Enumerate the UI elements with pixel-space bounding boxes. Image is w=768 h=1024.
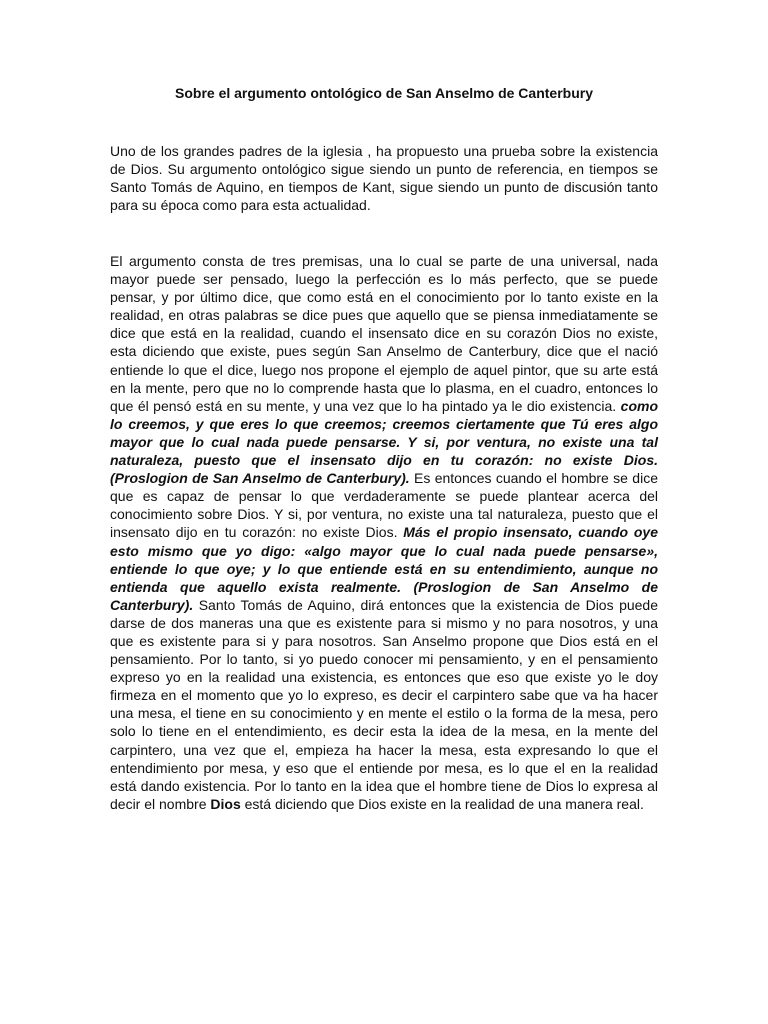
argument-text-3: Santo Tomás de Aquino, dirá entonces que la existencia de Dios puede darse de dos maneras una que es existente para si mismo y no para nosotros, y una que es existente para si y para nosotros. San Anselmo propone que Dios está en el pensamiento. Por lo tanto, si yo puedo conocer mi pensamiento, y en el pensamiento expreso yo en la realidad una existencia, es entonces que eso que existe yo le doy firmeza en el momento que yo lo expreso, es decir el carpintero sabe que va ha hacer una mesa, el tiene en su conocimiento y en mente el estilo o la forma de la mesa, pero solo lo tiene en el entendimiento, es decir esta la idea de la mesa, en la mente del carpintero, una vez que el, empieza ha hacer la mesa, esta expresando lo que el entendimiento por mesa, y eso que el entiende por mesa, es lo que el en la realidad está dando existencia. Por lo tanto en la idea que el hombre tiene de Dios lo expresa al decir el nombre [110,596,658,812]
argument-text-1: El argumento consta de tres premisas, una lo cual se parte de una universal, nada mayor puede ser pensado, luego la perfección es lo más perfecto, que se puede pensar, y por último dice, que como está en el conocimiento por lo tanto existe en la realidad, en otras palabras se dice pues que aquello que se piensa inmediatamente se dice que está en la realidad, cuando el insensato dice en su corazón Dios no existe, esta diciendo que existe, pues según San Anselmo de Canterbury, dice que el nació entiende lo que el dice, luego nos propone el ejemplo de aquel pintor, que su arte está en la mente, pero que no lo comprende hasta que lo plasma, en el cuadro, entonces lo que él pensó está en su mente, y una vez que lo ha pintado ya le dio existencia. [110,253,658,414]
paragraph-argument [110,252,658,813]
emphasis-dios: Dios [210,795,241,812]
proslogion-quote-2: Más el propio insensato, cuando oye esto mismo que yo digo: «algo mayor que lo cual nada puede pensarse», entiende lo que oye; y lo que entiende está en su entendimiento, aunque no entienda que aquello exista realmente. (Proslogion de San Anselmo de Canterbury). [110,524,659,613]
argument-text-4: está diciendo que Dios existe en la realidad de una manera real. [244,795,644,812]
argument-text-2: Es entonces cuando el hombre se dice que es capaz de pensar lo que verdaderamente se puede plantear acerca del conocimiento sobre Dios. Y si, por ventura, no existe una tal naturaleza, puesto que el insensato dijo en tu corazón: no existe Dios. [110,470,658,541]
paragraph-intro: Uno de los grandes padres de la iglesia , ha propuesto una prueba sobre la existencia de Dios. Su argumento ontológico sigue siendo un punto de referencia, en tiempos se Santo Tomás de Aquino, en tiempos de Kant, sigue siendo un punto de discusión tanto para su época como para esta actualidad. [110,143,658,214]
document-title: Sobre el argumento ontológico de San Anselmo de Canterbury [175,85,593,101]
proslogion-quote-1: como lo creemos, y que eres lo que creemos; creemos ciertamente que Tú eres algo mayor que lo cual nada puede pensarse. Y si, por ventura, no existe una tal naturaleza, puesto que el insensato dijo en tu corazón: no existe Dios. (Proslogion de San Anselmo de Canterbury). [110,397,659,487]
